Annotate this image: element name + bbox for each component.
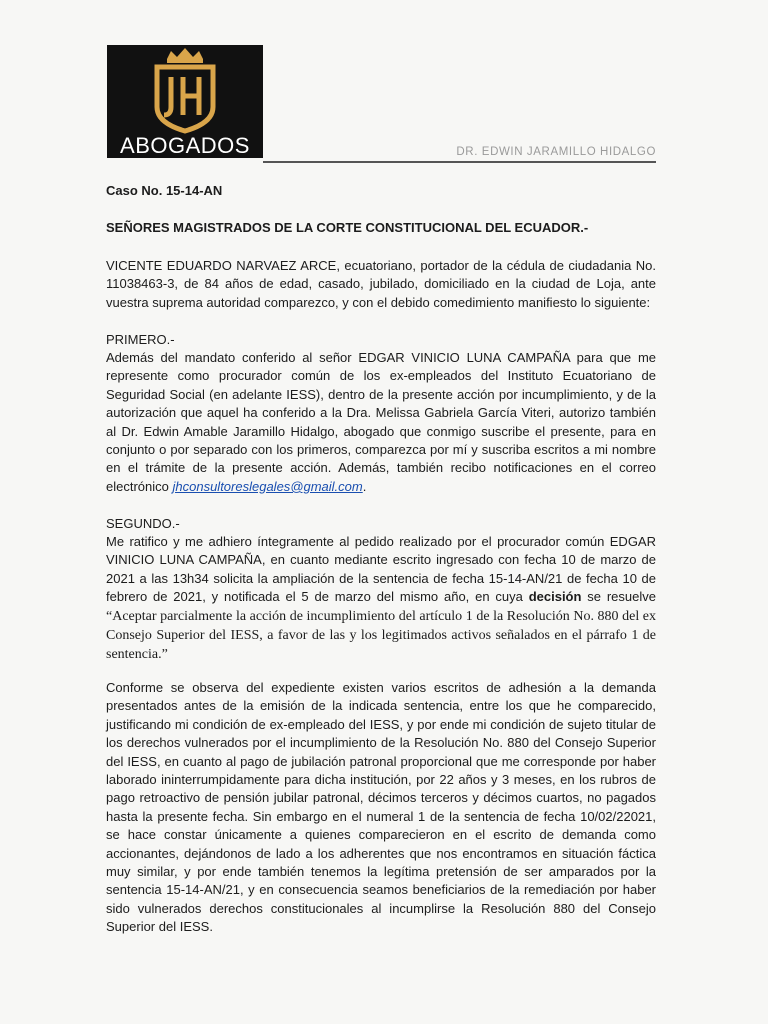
- addressee: SEÑORES MAGISTRADOS DE LA CORTE CONSTITUCIONAL DEL ECUADOR.-: [106, 220, 589, 235]
- email-link[interactable]: jhconsultoreslegales@gmail.com: [172, 478, 363, 494]
- section-segundo: [106, 515, 656, 664]
- firm-name: DR. EDWIN JARAMILLO HIDALGO: [456, 146, 656, 158]
- primero-heading: PRIMERO.-: [106, 332, 175, 347]
- segundo-heading: SEGUNDO.-: [106, 516, 180, 531]
- segundo-tail: se resuelve: [587, 589, 656, 605]
- header-divider: [263, 161, 656, 163]
- section-primero: [106, 331, 656, 496]
- segundo-paragraph: [106, 533, 656, 664]
- intro-paragraph: VICENTE EDUARDO NARVAEZ ARCE, ecuatoriano, portador de la cédula de ciudadania No. 11038463-3, de 84 años de edad, casado, jubilado, domiciliado en la ciudad de Loja, ante vuestra suprema autoridad comparezco, y con el debido comedimiento manifiesto lo siguiente:: [106, 258, 656, 310]
- conforme-paragraph: Conforme se observa del expediente existen varios escritos de adhesión a la demanda presentados antes de la emisión de la indicada sentencia, entre los que he comparecido, justificando mi condición de ex-empleado del IESS, y por ende mi condición de sujeto titular de los derechos vulnerados por el incumplimiento de la Resolución No. 880 del Consejo Superior del IESS, en cuanto al pago de jubilación patronal proporcional que me corresponde por haber laborado ininterrumpidamente para dicha institución, por 22 años y 3 meses, en los rubros de pago retroactivo de pensión jubilar patronal, décimos terceros y décimos cuartos, no pagados hasta la presente fecha. Sin embargo en el numeral 1 de la sentencia de fecha 10/02/22021, se hace constar únicamente a quienes comparecieron en el escrito de demanda como accionantes, dejándonos de lado a los adherentes que nos encontramos en situación fáctica muy similar, y por ende también tenemos la legítima pretensión de ser amparados por la sentencia 15-14-AN/21, y en consecuencia seamos beneficiarios de la remediación por haber sido vulnerados derechos constitucionales al incumplirse la Resolución 880 del Consejo Superior del IESS.: [106, 680, 656, 935]
- case-number: Caso No. 15-14-AN: [106, 183, 223, 198]
- segundo-text: Me ratifico y me adhiero íntegramente al pedido realizado por el procurador común EDGAR VINICIO LUNA CAMPAÑA, en cuanto mediante escrito ingresado con fecha 10 de marzo de 2021 a las 13h34 solicita la ampliación de la sentencia de fecha 15-14-AN/21 de fecha 10 de febrero de 2021, y notificada el 5 de marzo del mismo año, en cuya: [106, 534, 656, 605]
- email-suffix: .: [362, 478, 367, 494]
- conforme-paragraph-wrapper: [106, 679, 656, 937]
- logo-text: ABOGADOS: [120, 133, 250, 158]
- segundo-bold-word: decisión: [528, 589, 582, 605]
- primero-text: Además del mandato conferido al señor EDGAR VINICIO LUNA CAMPAÑA para que me represente como procurador común de los ex-empleados del Instituto Ecuatoriano de Seguridad Social (en adelante IESS), dentro de la presente acción por incumplimiento, y de la autorización que aquel ha conferido a la Dra. Melissa Gabriela García Viteri, autorizo también al Dr. Edwin Amable Jaramillo Hidalgo, abogado que conmigo suscribe el presente, para en conjunto o por separado con los primeros, comparezca por mí y suscriba escritos a mi nombre en el trámite de la presente acción. Además, también recibo notificaciones en el correo electrónico: [106, 350, 656, 494]
- logo-monogram: JH: [107, 32, 127, 49]
- firm-logo: [107, 32, 263, 158]
- primero-paragraph: [106, 349, 656, 496]
- resolution-quote: “Aceptar parcialmente la acción de incumplimiento del artículo 1 de la Resolución No. 880 del ex Consejo Superior del IESS, a favor de las y los legitimados activos señalados en el párrafo 1 de sentencia.”: [106, 608, 656, 662]
